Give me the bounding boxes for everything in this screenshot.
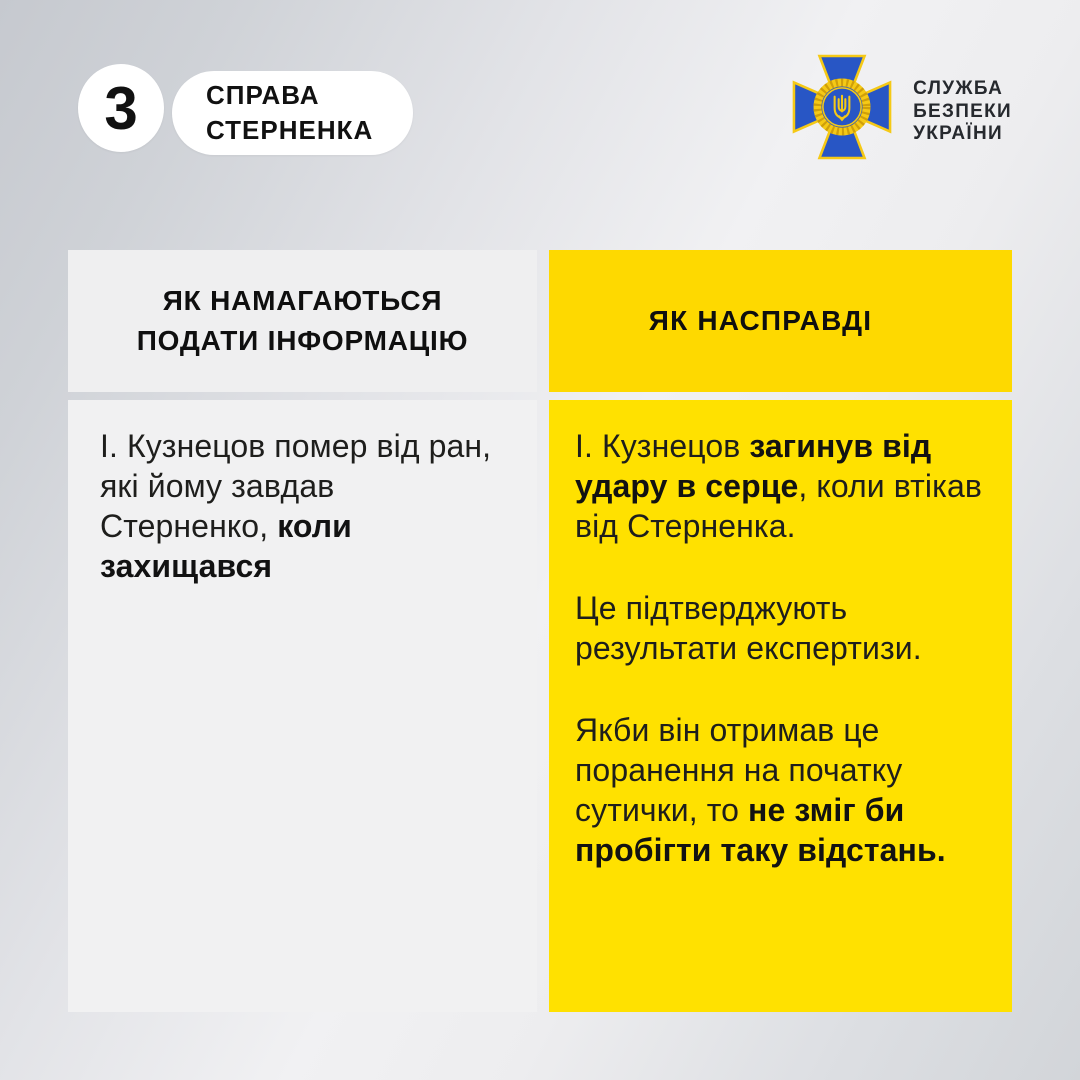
paragraph: І. Кузнецов помер від ран, які йому завдав Стерненко, коли захищався xyxy=(100,428,492,584)
paragraph: І. Кузнецов загинув від удару в серце, коли втікав від Стерненка. xyxy=(575,428,982,544)
paragraph: Це підтверджують результати експертизи. xyxy=(575,590,922,666)
sbu-org-name-line2: БЕЗПЕКИ xyxy=(913,100,1012,122)
claim-column-header xyxy=(68,250,537,392)
fact-column-body xyxy=(549,400,1012,1012)
sbu-org-name xyxy=(913,78,1012,146)
case-number: 3 xyxy=(104,74,138,142)
fact-column-title: ЯК НАСПРАВДІ xyxy=(648,305,873,336)
sbu-org-name-line1: СЛУЖБА xyxy=(913,78,1004,99)
sbu-org-name-line3: УКРАЇНИ xyxy=(913,123,1003,144)
page-title-line2: СТЕРНЕНКА xyxy=(206,115,374,145)
fact-column-header xyxy=(549,250,1012,392)
title-pill xyxy=(172,71,413,155)
sbu-emblem-icon xyxy=(791,52,893,162)
case-number-badge xyxy=(78,64,164,152)
paragraph: Якби він отримав це поранення на початку сутички, то не зміг би пробігти таку відстань. xyxy=(575,712,946,868)
page-title-line1: СПРАВА xyxy=(206,80,320,110)
claim-column-title: ЯК НАМАГАЮТЬСЯ ПОДАТИ ІНФОРМАЦІЮ xyxy=(136,285,469,356)
claim-column-body xyxy=(68,400,537,1012)
sbu-logo xyxy=(791,52,1012,162)
